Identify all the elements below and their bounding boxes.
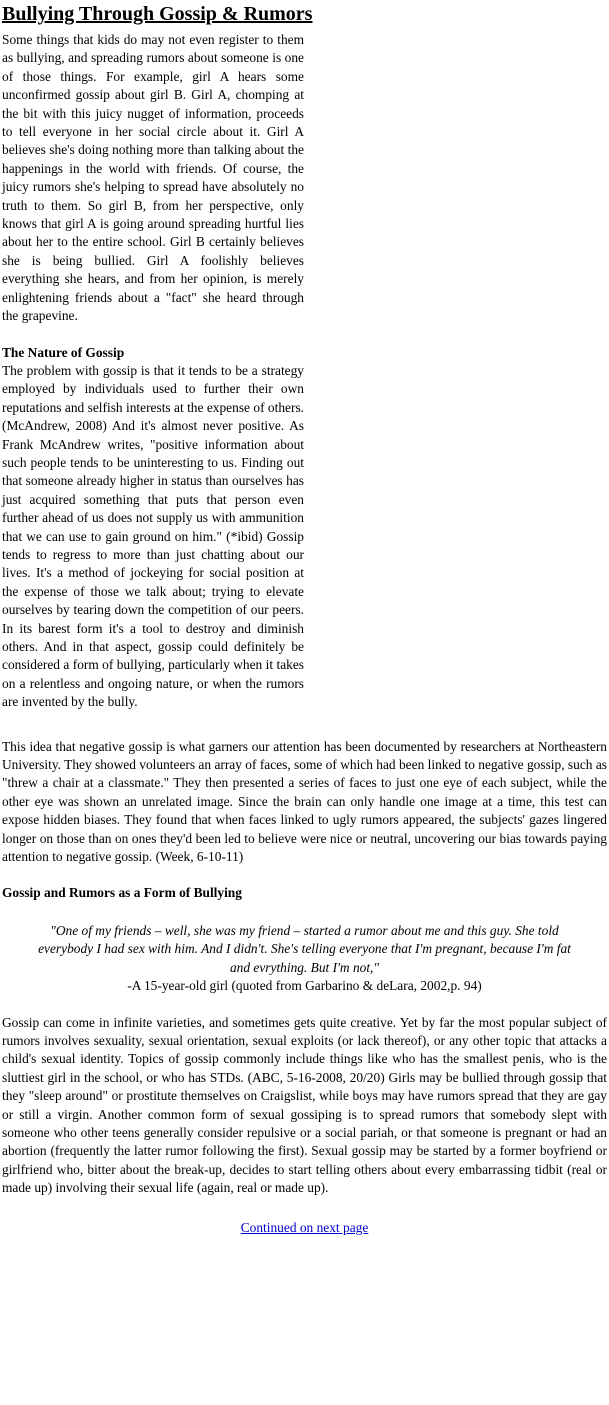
section-heading-nature-of-gossip: The Nature of Gossip — [2, 344, 125, 360]
intro-paragraph: Some things that kids do may not even register to them as bullying, and spreading rumors about someone is one of those things. For example, girl A hears some unconfirmed gossip about girl B. Girl A, chomping at the bit with this juicy nugget of information, proceeds to tell everyone in her social circle about it. Girl A believes she's doing nothing more than talking about the happenings in the world with friends. Of course, the juicy rumors she's helping to spread have absolutely no truth to them. So girl B, from her perspective, only knows that girl A is going around spreading hurtful lies about her to the entire school. Girl B certainly believes she is being bullied. Girl A foolishly believes everything she hears, and from her opinion, is merely enlightening friends about a "fact" she heard through the grapevine. — [2, 32, 304, 324]
page-title: Bullying Through Gossip & Rumors — [2, 3, 313, 25]
quote-text: "One of my friends – well, she was my friend – started a rumor about me and this guy. She told everybody I had sex with him. And I didn't. She's telling everyone that I'm pregnant, because I'm fat and evrything. But I'm not," — [38, 922, 571, 975]
quote-attribution: -A 15-year-old girl (quoted from Garbarino & deLara, 2002,p. 94) — [127, 978, 482, 994]
article-page — [2, 3, 607, 1237]
section-heading-gossip-form-of-bullying: Gossip and Rumors as a Form of Bullying — [2, 885, 242, 901]
footer — [2, 1219, 607, 1237]
quote-block — [34, 922, 575, 996]
research-paragraph: This idea that negative gossip is what garners our attention has been documented by researchers at Northeastern University. They showed volunteers an array of faces, some of which had been linked to negative gossip, such as "threw a chair at a classmate." They then presented a series of faces to just one eye of each subject, while the other eye was shown an unrelated image. Since the brain can only handle one image at a time, this test can expose hidden biases. They found that when faces linked to ugly rumors appeared, the subjects' gazes lingered longer on those than on ones they'd been led to believe were nice or neutral, uncovering our bias towards paying attention to negative gossip. (Week, 6-10-11) — [2, 738, 607, 865]
nature-of-gossip-paragraph: The problem with gossip is that it tends to be a strategy employed by individuals used to further their own reputations and selfish interests at the expense of others. (McAndrew, 2008) And it's almost never positive. As Frank McAndrew writes, "positive information about such people tends to be uninteresting to us. Finding out that someone already higher in status than ourselves has just acquired something that puts that person even further ahead of us does not supply us with ammunition that we can use to gain ground on him." (*ibid) Gossip tends to regress to more than just chatting about our lives. It's a method of jockeying for social position at the expense of those we talk about; trying to elevate ourselves by tearing down the competition of our peers. In its barest form it's a tool to destroy and diminish others. And in that aspect, gossip could definitely be considered a form of bullying, particularly when it takes on a relentless and ongoing nature, or when the rumors are invented by the bully. — [2, 362, 304, 710]
continued-on-next-page-link[interactable]: Continued on next page — [240, 1219, 369, 1235]
gossip-varieties-paragraph: Gossip can come in infinite varieties, and sometimes gets quite creative. Yet by far the most popular subject of rumors involves sexuality, sexual orientation, sexual exploits (or lack thereof), or any other topic that attacks a child's sexual identity. Topics of gossip commonly include things like who has the smallest penis, who is the sluttiest girl in the school, or who has STDs. (ABC, 5-16-2008, 20/20) Girls may be bullied through gossip that they "sleep around" or prostitute themselves on Craigslist, while boys may have rumors spread that they are gay or still a virgin. Another common form of sexual gossiping is to spread rumors that somebody slept with someone who other teens generally consider repulsive or a social pariah, or that someone is pregnant or had an abortion (frequently the latter rumor following the first). Sexual gossip may be started by a former boyfriend or girlfriend who, bitter about the break-up, decides to start telling others about every embarrassing tidbit (real or made up) involving their sexual life (again, real or made up). — [2, 1014, 607, 1196]
intro-column — [2, 31, 304, 712]
